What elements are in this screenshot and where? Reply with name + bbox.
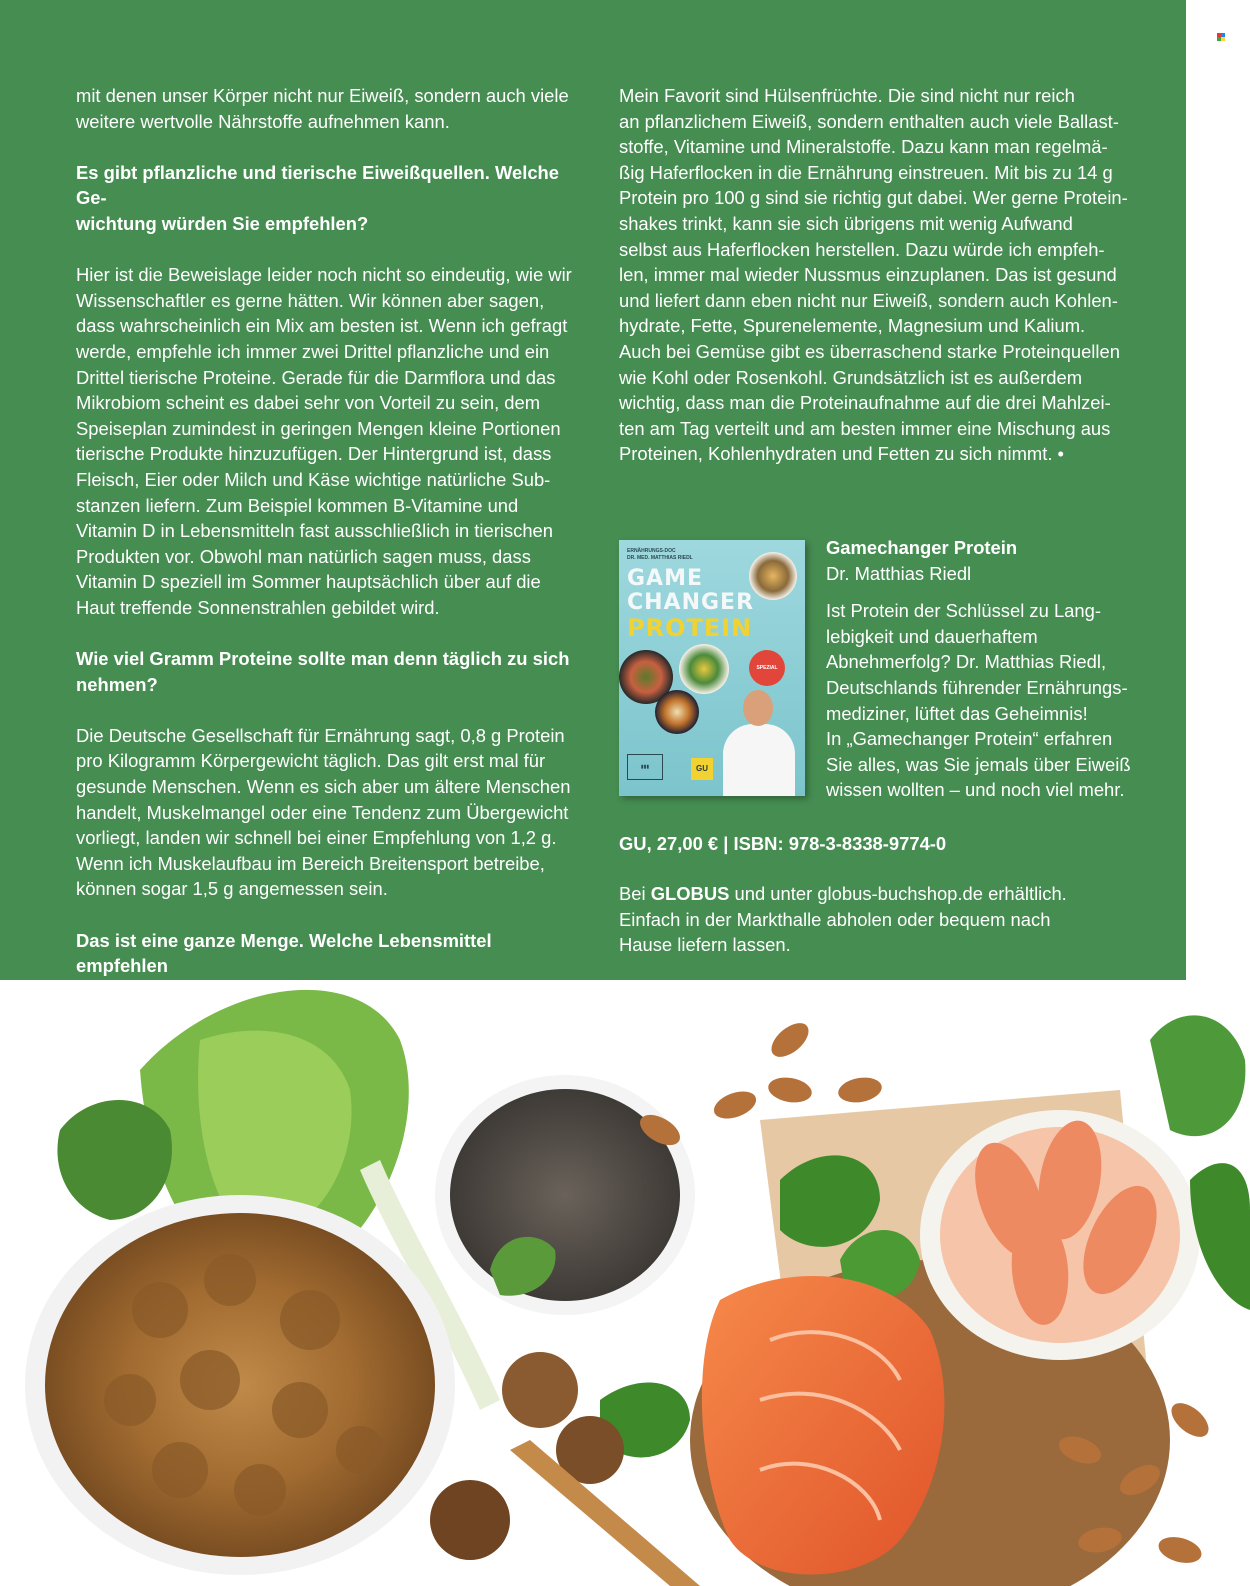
globus-brand: GLOBUS <box>650 883 730 904</box>
book-cover-author: ERNÄHRUNGS-DOC DR. MED. MATTHIAS RIEDL <box>627 548 693 561</box>
color-mark-icon <box>1217 33 1225 41</box>
bowl-image <box>749 552 797 600</box>
author-photo <box>743 690 773 726</box>
answer-paragraph: Hier ist die Beweislage leider noch nicht so eindeutig, wie wir Wissenschaftler es gerne hätten. Wir können aber sagen, dass wahrscheinlich ein Mix am besten ist. Wenn ich gefragt werde, empfehle ich immer zwei Drittel pflanzliche und ein Drittel tierische Proteine. Gerade für die Darmflora und das Mikrobiom scheint es dabei sehr von Vorteil zu sein, dem Speiseplan zumindest in geringen Mengen kleine Portionen tierische Produkte hinzuzufügen. Der Hintergrund ist, dass Fleisch, Eier oder Milch und Käse wichtige natürliche Sub- stanzen liefern. Zum Beispiel kommen B-Vitamine und Vitamin D in Lebensmitteln fast ausschließlich in tierischen Produkten vor. Obwohl man natürlich sagen muss, dass Vitamin D speziell im Sommer hauptsächlich über auf die Haut treffende Sonnenstrahlen gebildet wird. <box>76 264 572 618</box>
book-description: Ist Protein der Schlüssel zu Lang- lebigkeit und dauerhaftem Abnehmerfolg? Dr. Matthias Riedl, Deutschlands führender Ernährungs- mediziner, lüftet das Geheimnis! In „Gamechanger Protein“ erfahren Sie alles, was Sie jemals über Eiweiß wissen wollten – und noch viel mehr. <box>826 600 1131 801</box>
book-cover-title: CHANGER <box>627 590 755 615</box>
cover-logo-icon: ▮▮▮ <box>627 754 663 780</box>
availability-text: Bei GLOBUS und unter globus-buchshop.de erhältlich. Einfach in der Markthalle abholen oder bequem nach Hause liefern lassen. <box>619 883 1067 956</box>
question: Wie viel Gramm Proteine sollte man denn täglich zu sich nehmen? <box>76 648 570 695</box>
book-cover-title: PROTEIN <box>627 614 753 642</box>
left-column <box>76 83 581 1004</box>
gu-logo: GU <box>691 758 713 780</box>
book-author: Dr. Matthias Riedl <box>826 562 972 584</box>
bowl-image <box>679 644 729 694</box>
right-column <box>619 83 1139 467</box>
food-photo <box>0 980 1250 1586</box>
question: Es gibt pflanzliche und tierische Eiweißquellen. Welche Ge- wichtung würden Sie empfehlen? <box>76 161 560 234</box>
bowl-image <box>655 690 699 734</box>
book-cover-title: GAME <box>627 566 704 591</box>
book-price: GU, 27,00 € | ISBN: 978-3-8338-9774-0 <box>619 833 947 854</box>
answer-paragraph: Mein Favorit sind Hülsenfrüchte. Die sind nicht nur reich an pflanzlichem Eiweiß, sondern enthalten auch viele Ballast- stoffe, Vitamine und Mineralstoffe. Dazu kann man regelmä- ßig Haferflocken in die Ernährung einstreuen. Mit bis zu 14 g Protein pro 100 g sind sie richtig gut dabei. Wer gerne Protein- shakes trinkt, kann sie sich übrigens mit wenig Aufwand selbst aus Haferflocken herstellen. Dazu würde ich empfeh- len, immer mal wieder Nussmus einzuplanen. Das ist gesund und liefert dann eben nicht nur Eiweiß, sondern auch Kohlen- hydrate, Fette, Spurenelemente, Magnesium und Kalium. Auch bei Gemüse gibt es überraschend starke Proteinquellen wie Kohl oder Rosenkohl. Grundsätzlich ist es außerdem wichtig, dass man die Proteinaufnahme auf die drei Mahlzei- ten am Tag verteilt und am besten immer eine Mischung aus Proteinen, Kohlenhydraten und Fetten zu sich nimmt. • <box>619 85 1128 465</box>
book-info <box>826 535 1146 803</box>
cover-badge: SPEZIAL <box>749 650 785 686</box>
answer-paragraph: Die Deutsche Gesellschaft für Ernährung sagt, 0,8 g Protein pro Kilogramm Körpergewicht täglich. Das gilt erst mal für gesunde Menschen. Wenn es sich aber um ältere Menschen handelt, Muskelmangel oder eine Tendenz zum Übergewicht vorliegt, landen wir schnell bei einer Empfehlung von 1,2 g. Wenn ich Muskelaufbau im Bereich Breitensport betreibe, können sogar 1,5 g angemessen sein. <box>76 724 571 900</box>
book-title: Gamechanger Protein <box>826 537 1018 558</box>
paragraph: mit denen unser Körper nicht nur Eiweiß, sondern auch viele weitere wertvolle Nährstoffe aufnehmen kann. <box>76 85 569 132</box>
author-photo <box>723 724 795 796</box>
question: Das ist eine ganze Menge. Welche Lebensmittel empfehlen <box>76 929 492 977</box>
book-cover-image <box>619 540 805 796</box>
